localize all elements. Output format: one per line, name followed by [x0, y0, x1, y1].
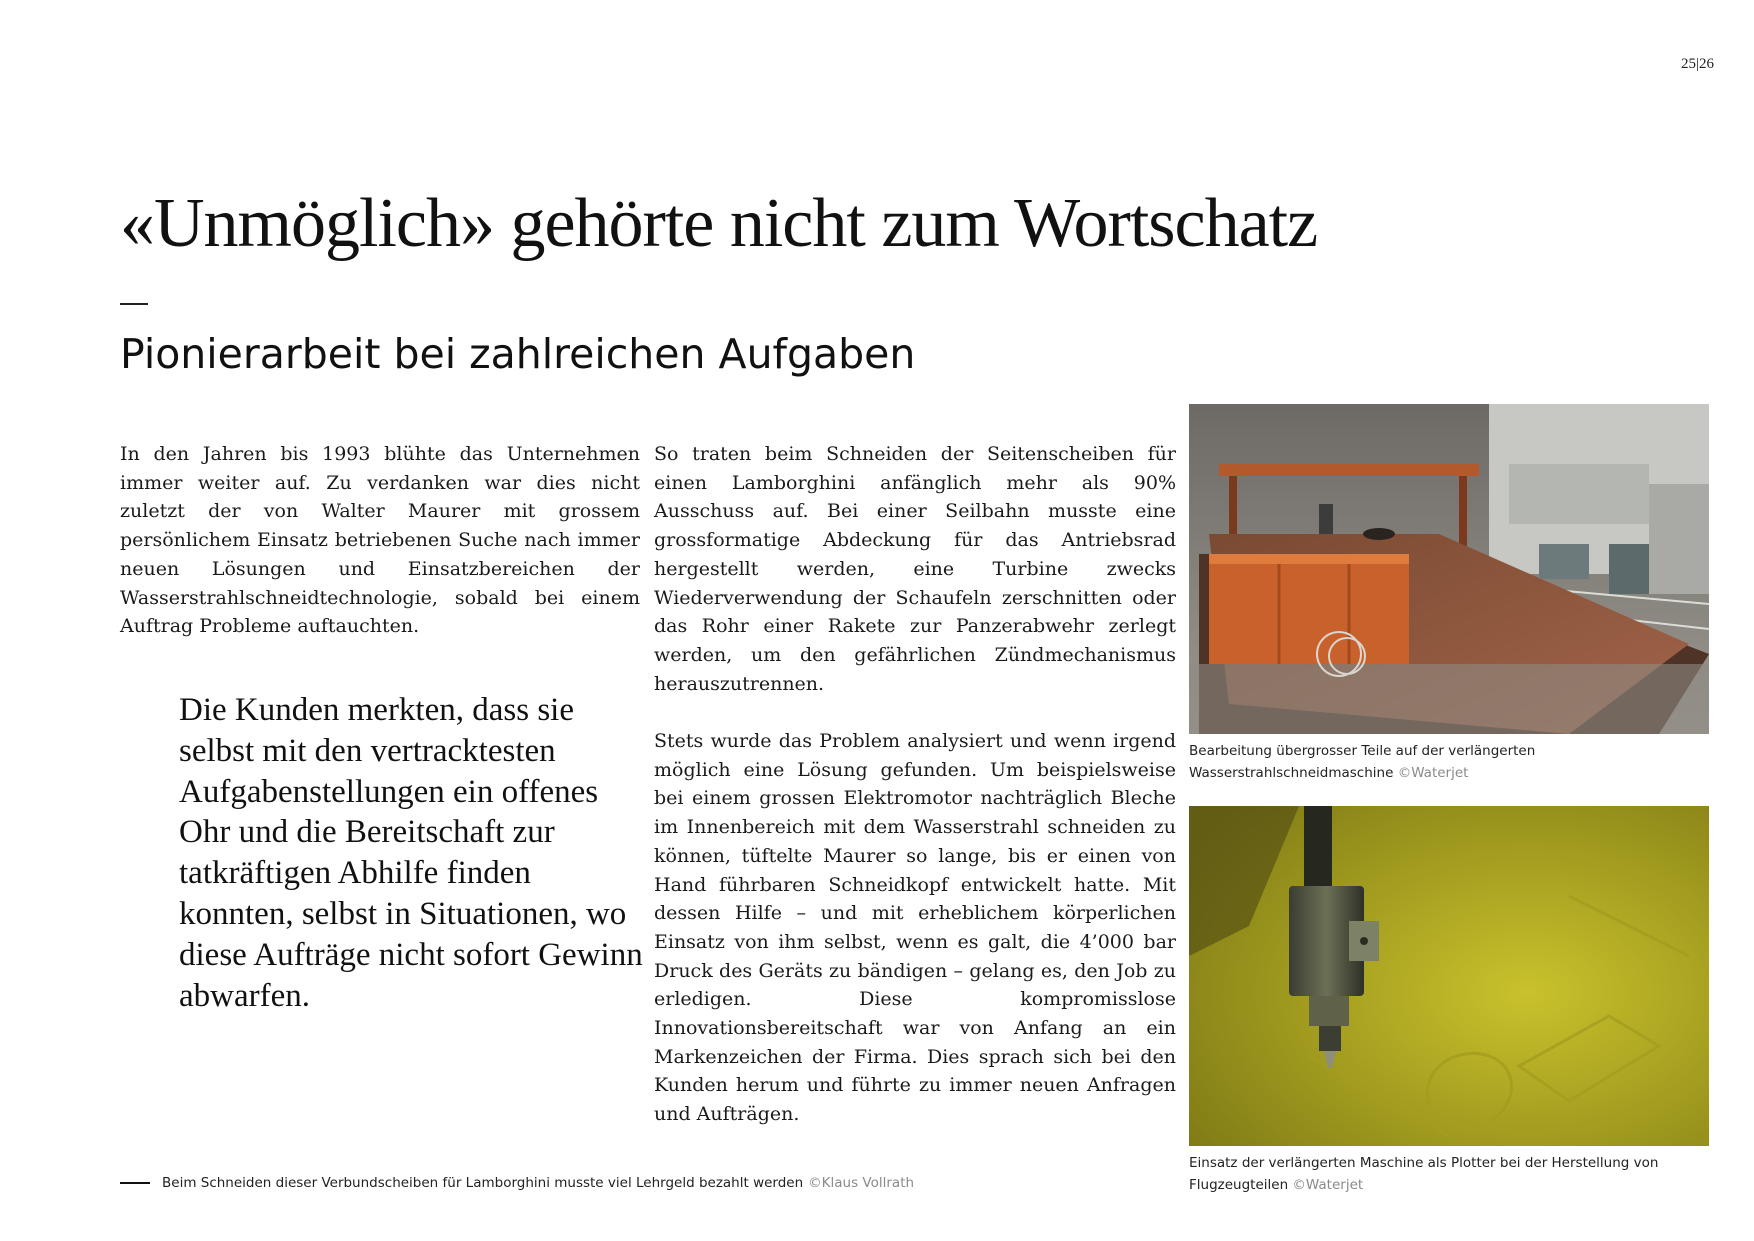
photo-workshop-cutting-table: [1189, 404, 1709, 734]
caption-text: Einsatz der verlängerten Maschine als Plotter bei der Herstellung von Flugzeugteilen: [1189, 1155, 1659, 1193]
body-paragraph-2: Stets wurde das Problem analysiert und wenn irgend möglich eine Lösung gefunden. Um beispielsweise bei einem grossen Elektromotor nachträglich Bleche im Innenbereich mit dem Wasserstrahl schneiden zu können, tüftelte Maurer so lange, bis er einen von Hand führbaren Schneidkopf entwickelt hatte. Mit dessen Hilfe – und mit erheblichem körperlichen Einsatz von ihm selbst, wenn es galt, die 4’000 bar Druck des Geräts zu bändigen – gelang es, den Job zu erledigen. Diese kompromisslose Innovationsbereitschaft war von Anfang an ein Markenzeichen der Firma. Dies sprach sich bei den Kunden herum und führte zu immer neuen Anfragen und Aufträgen.: [654, 730, 1176, 1126]
footnote: [120, 1175, 1020, 1191]
title-divider: [120, 303, 148, 305]
footnote-rule: [120, 1182, 150, 1184]
intro-paragraph: In den Jahren bis 1993 blühte das Unternehmen immer weiter auf. Zu verdanken war dies nicht zuletzt der von Walter Maurer mit grossem persönlichem Einsatz betriebenen Suche nach immer neuen Lösungen und Einsatzbereichen der Wasserstrahlschneidtechnologie, sobald bei einem Auftrag Probleme auftauchten.: [120, 443, 640, 638]
pull-quote: Die Kunden merkten, dass sie selbst mit den vertracktesten Aufgabenstellungen ein offenes Ohr und die Bereitschaft zur tatkräftigen Abhilfe finden konnten, selbst in Situationen, wo diese Aufträge nicht sofort Gewinn abwarfen.: [179, 692, 643, 1014]
footnote-credit: ©Klaus Vollrath: [808, 1175, 915, 1191]
page-title: «Unmöglich» gehörte nicht zum Wortschatz: [120, 185, 1318, 262]
page-number: 25|26: [1680, 56, 1714, 72]
caption-credit: ©Waterjet: [1292, 1176, 1364, 1193]
photo-caption-2: [1189, 1153, 1709, 1196]
photo-caption-1: [1189, 741, 1709, 784]
footnote-text: Beim Schneiden dieser Verbundscheiben für Lamborghini musste viel Lehrgeld bezahlt werden: [162, 1175, 804, 1191]
photo-plotter-head: [1189, 806, 1709, 1146]
caption-text: Bearbeitung übergrosser Teile auf der verlängerten Wasserstrahlschneidmaschine: [1189, 743, 1536, 781]
page-subtitle: Pionierarbeit bei zahlreichen Aufgaben: [120, 330, 916, 378]
middle-column: [654, 440, 1176, 1158]
caption-credit: ©Waterjet: [1397, 764, 1469, 781]
body-paragraph-1: So traten beim Schneiden der Seitenscheiben für einen Lamborghini anfänglich mehr als 90% Ausschuss auf. Bei einer Seilbahn musste eine grossformatige Abdeckung für das Antriebsrad hergestellt werden, eine Turbine zwecks Wiederverwendung der Schaufeln zerschnitten oder das Rohr einer Rakete zur Panzerabwehr zerlegt werden, um den gefährlichen Zündmechanismus herauszutrennen.: [654, 443, 1176, 695]
